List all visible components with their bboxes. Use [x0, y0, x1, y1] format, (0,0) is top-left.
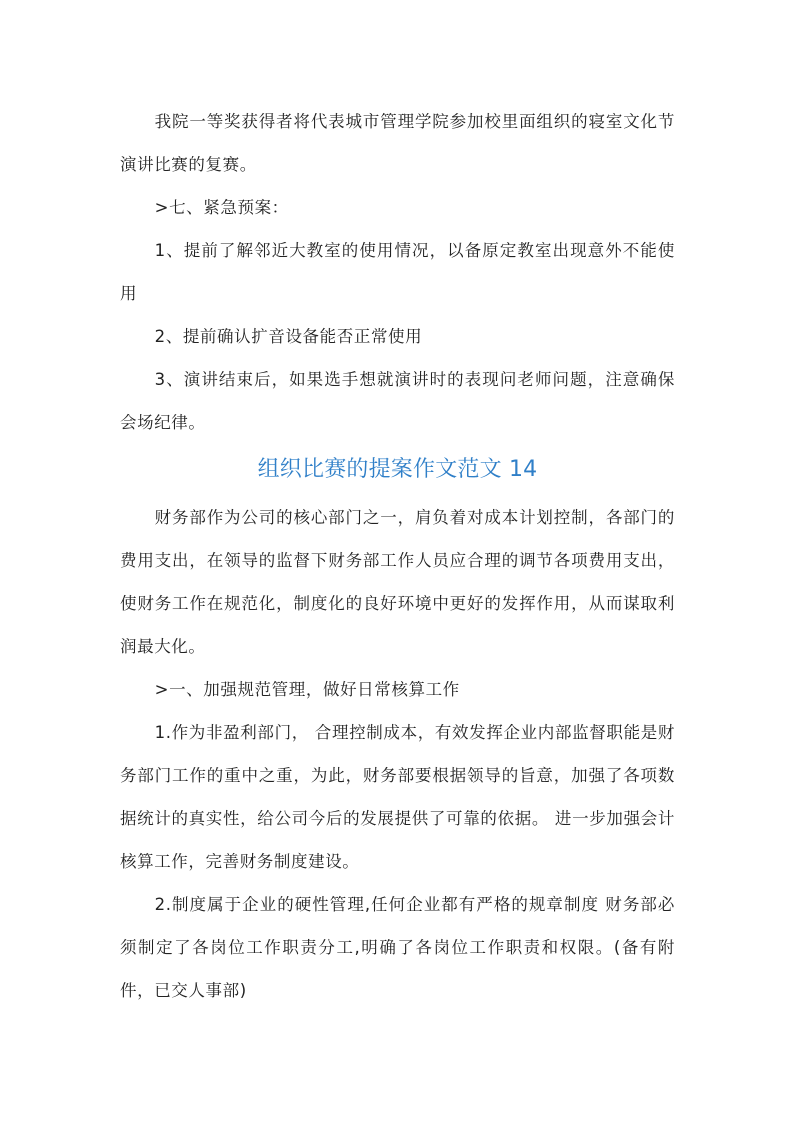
body-paragraph: 我院一等奖获得者将代表城市管理学院参加校里面组织的寝室文化节演讲比赛的复赛。	[120, 112, 675, 174]
document-page	[120, 100, 675, 1012]
list-item: 2.制度属于企业的硬性管理,任何企业都有严格的规章制度 财务部必须制定了各岗位工作职责分工,明确了各岗位工作职责和权限。(备有附件，已交人事部)	[120, 895, 675, 1000]
section-heading-emergency-plan: >七、紧急预案：	[154, 198, 289, 217]
article-title: 组织比赛的提案作文范文 14	[257, 457, 538, 482]
list-item: 2、提前确认扩音设备能否正常使用	[154, 327, 423, 346]
list-item: 1、提前了解邻近大教室的使用情况，以备原定教室出现意外不能使用	[120, 241, 675, 303]
list-item: 3、演讲结束后，如果选手想就演讲时的表现问老师问题，注意确保会场纪律。	[120, 370, 675, 432]
section-heading-standard-management: >一、加强规范管理，做好日常核算工作	[154, 680, 460, 699]
list-item: 1.作为非盈利部门， 合理控制成本，有效发挥企业内部监督职能是财务部门工作的重中之重，为此，财务部要根据领导的旨意，加强了各项数据统计的真实性，给公司今后的发展提供了可靠的依据。 进一步加强会计核算工作，完善财务制度建设。	[120, 723, 675, 871]
body-paragraph: 财务部作为公司的核心部门之一，肩负着对成本计划控制，各部门的费用支出，在领导的监督下财务部工作人员应合理的调节各项费用支出，使财务工作在规范化，制度化的良好环境中更好的发挥作用，从而谋取利润最大化。	[120, 508, 675, 656]
